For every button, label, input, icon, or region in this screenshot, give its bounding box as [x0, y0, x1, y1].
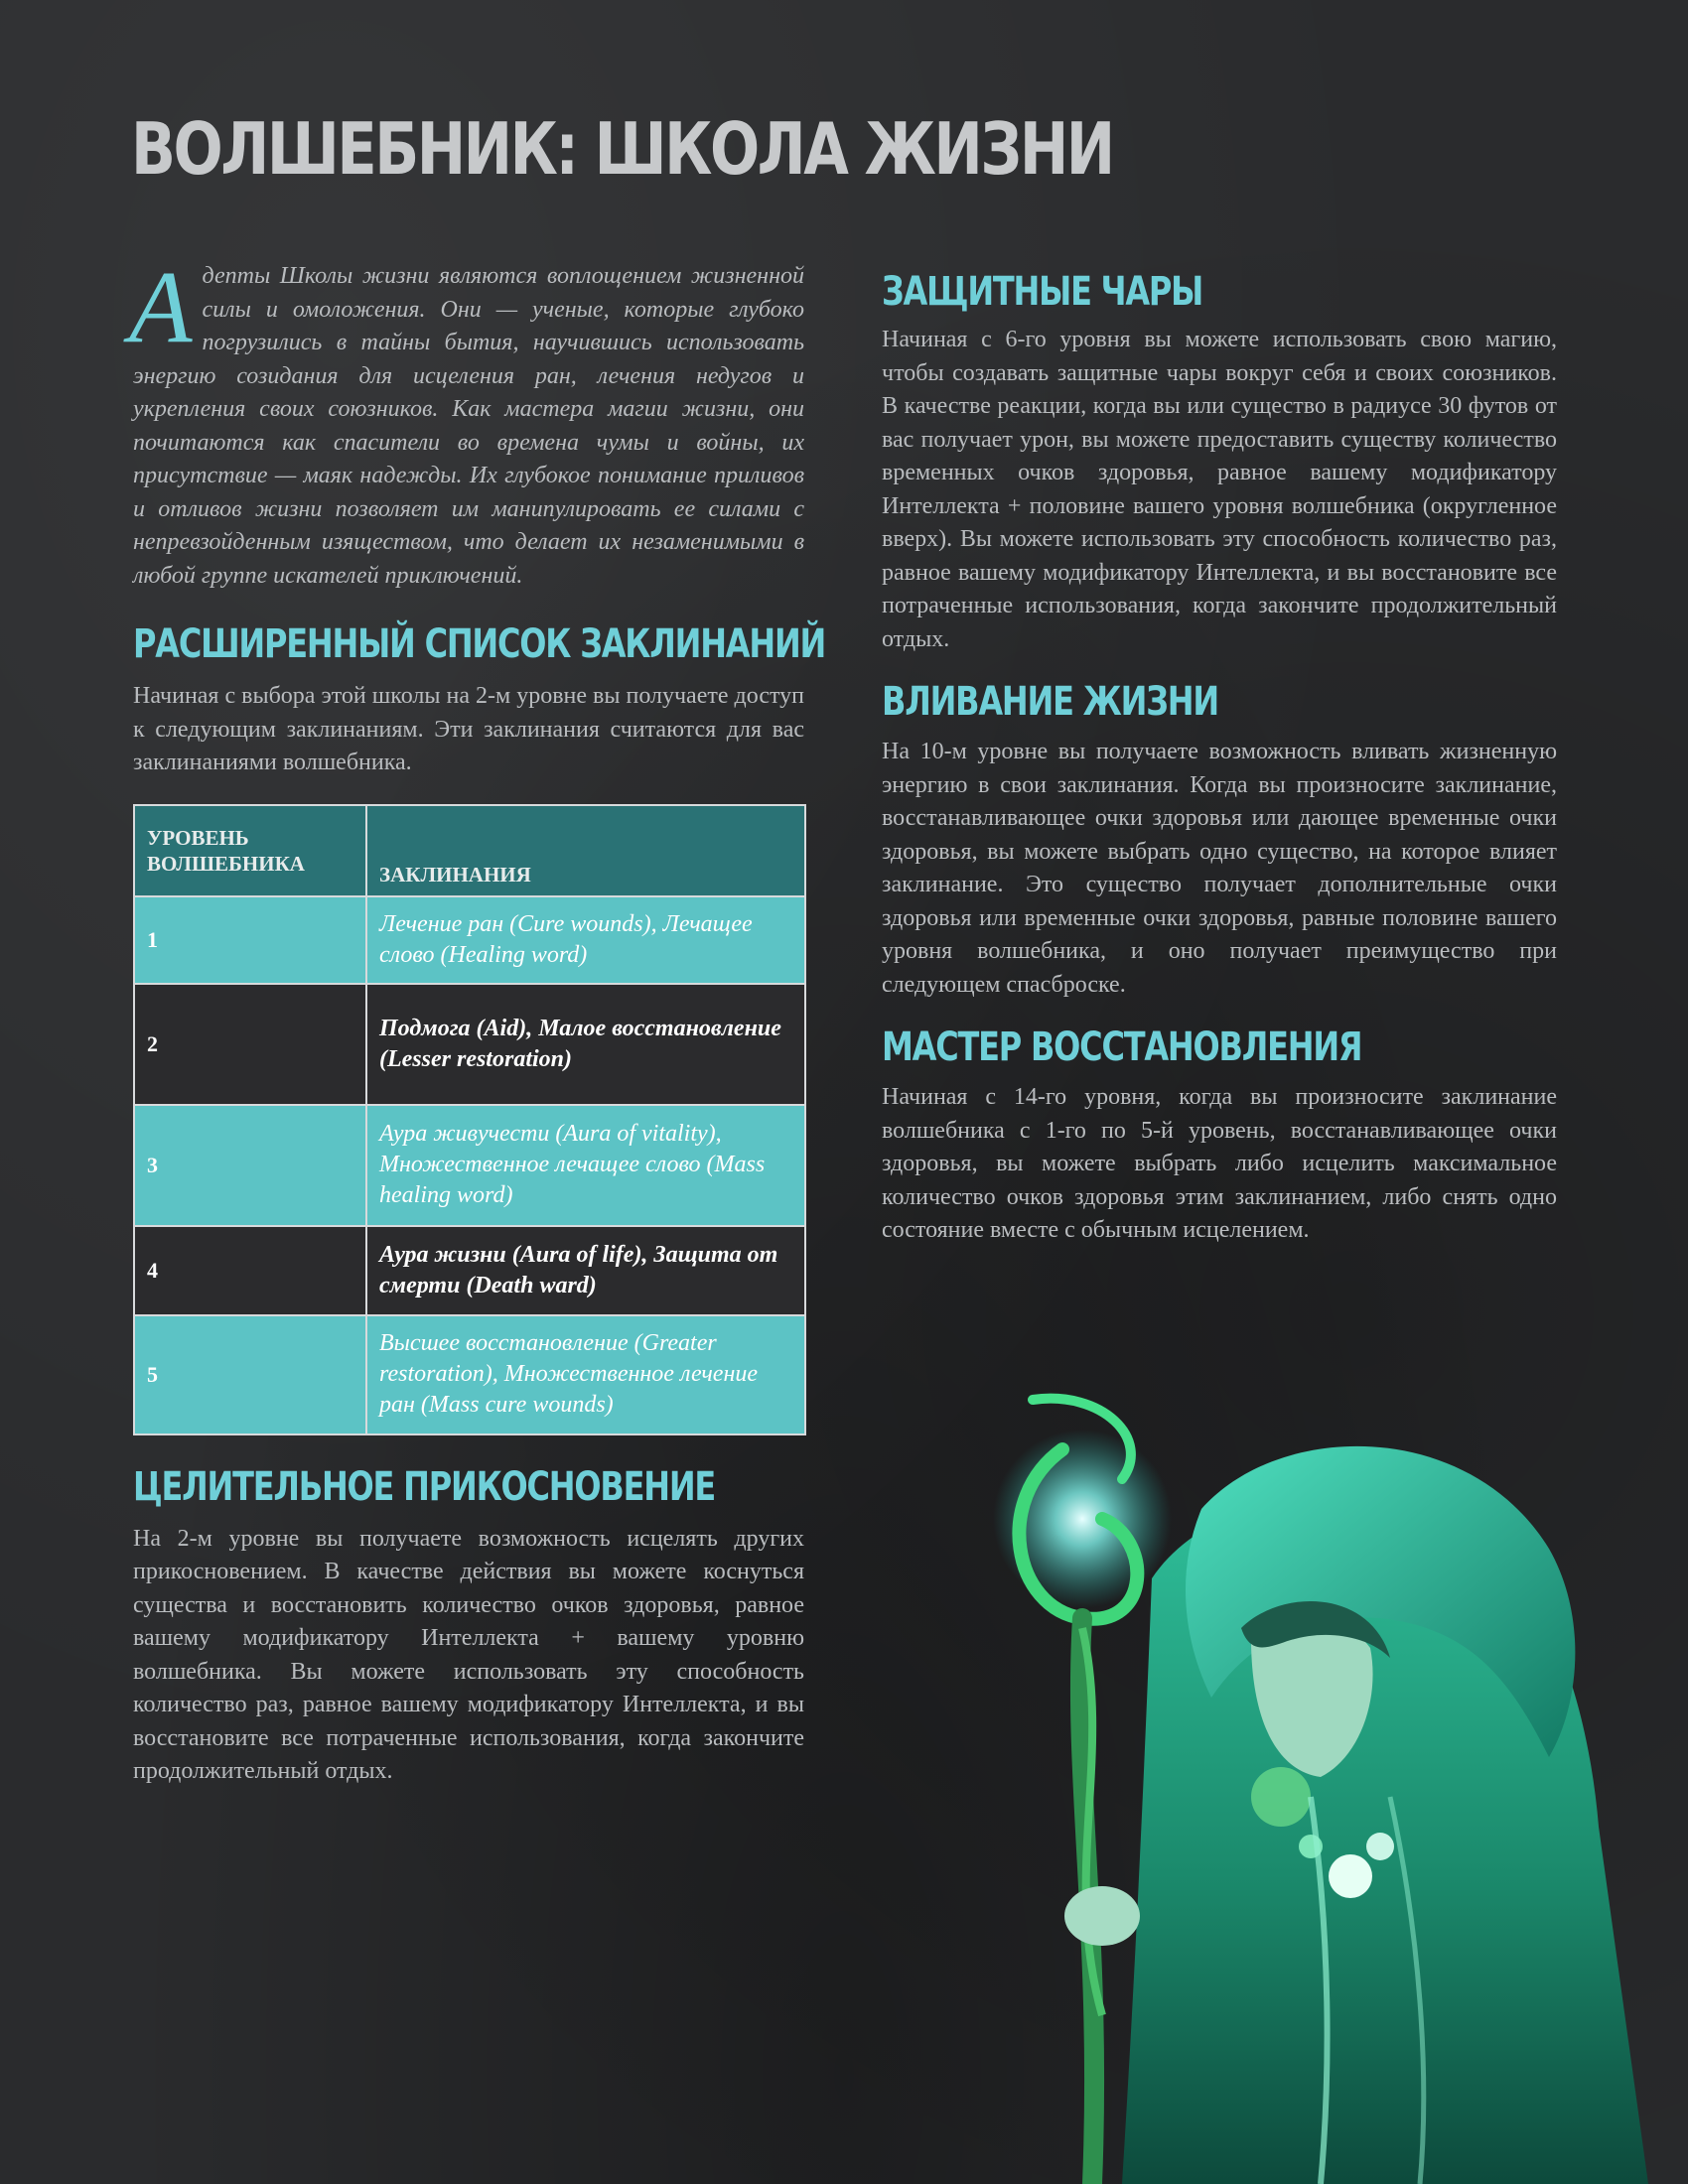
protective-wards-text: Начиная с 6-го уровня вы можете использовать свою магию, чтобы создавать защитные чары вокруг себя и своих союзников. В качестве реакции, когда вы или существо в радиусе 30 футов от вас получает урон, вы можете предоставить существу количество временных очков здоровья, равное вашему модификатору Интеллекта + половине вашего уровня волшебника (округленное вверх). Вы можете использовать эту способность количество раз, равное вашему модификатору Интеллекта, и вы восстановите все потраченные использования, когда закончите продолжительный отдых.: [882, 327, 1557, 652]
row-spells: Подмога (Aid), Малое восстановление (Lesser restoration): [366, 984, 805, 1105]
row-level: 2: [134, 984, 366, 1105]
row-spells: Аура жизни (Aura of life), Защита от смерти (Death ward): [366, 1226, 805, 1315]
heading-expanded-spells: РАСШИРЕННЫЙ СПИСОК ЗАКЛИНАНИЙ: [133, 621, 826, 667]
heading-life-infusion: ВЛИВАНИЕ ЖИЗНИ: [882, 679, 1218, 725]
column-header-level: УРОВЕНЬ ВОЛШЕБНИКА: [134, 805, 366, 896]
row-level: 3: [134, 1105, 366, 1226]
row-spells: Аура живучести (Aura of vitality), Множественное лечащее слово (Mass healing word): [366, 1105, 805, 1226]
drop-cap: А: [129, 250, 193, 364]
master-restoration-text: Начиная с 14-го уровня, когда вы произносите заклинание волшебника с 1-го по 5-й уровень, восстанавливающее очки здоровья, вы можете выбрать либо исцелить максимальное количество очков здоровья этим заклинанием, либо снять одно состояние вместе с обычным исцелением.: [882, 1084, 1557, 1243]
expanded-spells-text: Начиная с выбора этой школы на 2-м уровне вы получаете доступ к следующим заклинаниям. Эти заклинания считаются для вас заклинаниями волшебника.: [133, 683, 804, 775]
row-level: 1: [134, 896, 366, 984]
wizard-illustration: [953, 1380, 1688, 2184]
heading-protective-wards: ЗАЩИТНЫЕ ЧАРЫ: [882, 269, 1203, 315]
table-row: [134, 1105, 805, 1226]
spell-table: [133, 804, 806, 1435]
heading-master-restoration: МАСТЕР ВОССТАНОВЛЕНИЯ: [882, 1024, 1362, 1070]
table-row: [134, 1315, 805, 1434]
right-column: [882, 268, 1557, 1248]
page-title: ВОЛШЕБНИК: ШКОЛА ЖИЗНИ: [131, 107, 1113, 191]
left-column: [129, 250, 826, 1789]
table-row: [134, 896, 805, 984]
row-level: 5: [134, 1315, 366, 1434]
life-infusion-text: На 10-м уровне вы получаете возможность вливать жизненную энергию в свои заклинания. Когда вы произносите заклинание, восстанавливающее очки здоровья или дающее временные очки здоровья, вы можете выбрать одно существо, на которое влияет заклинание. Это существо получает дополнительные очки здоровья или временные очки здоровья, равные половине вашего уровня волшебника, и оно получает преимущество при следующем спасброске.: [882, 739, 1557, 998]
column-header-spells: ЗАКЛИНАНИЯ: [366, 805, 805, 896]
table-row: [134, 1226, 805, 1315]
row-spells: Высшее восстановление (Greater restoration), Множественное лечение ран (Mass cure wounds): [366, 1315, 805, 1434]
table-row: [134, 984, 805, 1105]
row-level: 4: [134, 1226, 366, 1315]
spell-table-header: [134, 805, 805, 896]
row-spells: Лечение ран (Cure wounds), Лечащее слово (Healing word): [366, 896, 805, 984]
heading-healing-touch: ЦЕЛИТЕЛЬНОЕ ПРИКОСНОВЕНИЕ: [133, 1463, 716, 1510]
intro-text: депты Школы жизни являются воплощением жизненной силы и омоложения. Они — ученые, которые глубоко погрузились в тайны бытия, научившись использовать энергию созидания для исцеления ран, лечения недугов и укрепления своих союзников. Как мастера магии жизни, они почитаются как спасители во времена чумы и войны, их присутствие — маяк надежды. Их глубокое понимание приливов и отливов жизни позволяет им манипулировать ее силами с непревзойденным изяществом, что делает их незаменимыми в любой группе искателей приключений.: [133, 263, 804, 589]
intro-paragraph: [129, 250, 804, 593]
healing-touch-text: На 2-м уровне вы получаете возможность исцелять других прикосновением. В качестве действия вы можете коснуться существа и восстановить количество очков здоровья, равное вашему модификатору Интеллекта + вашему уровню волшебника. Вы можете использовать эту способность количество раз, равное вашему модификатору Интеллекта, и вы восстановите все потраченные использования, когда закончите продолжительный отдых.: [133, 1525, 804, 1784]
